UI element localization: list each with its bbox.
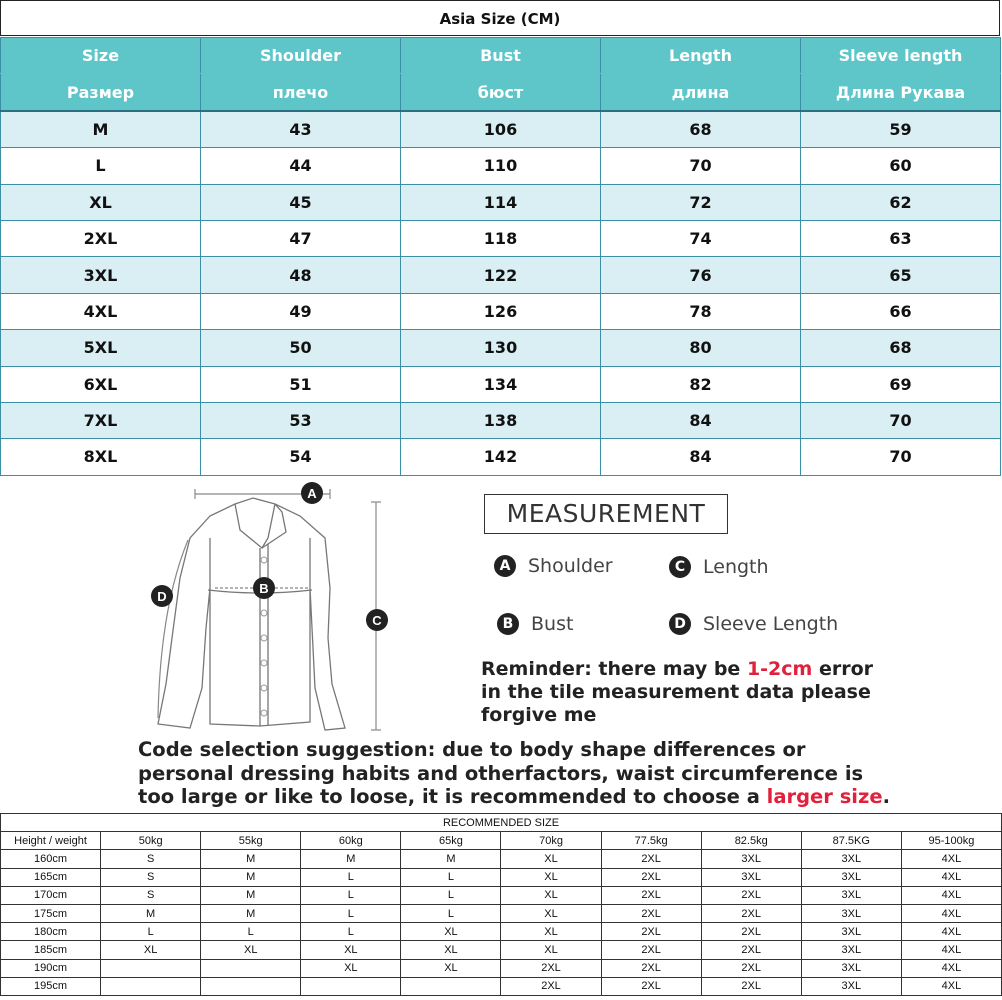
size-cell: 78 [601,293,801,329]
size-cell: 7XL [1,402,201,438]
size-cell: Size [1,38,201,74]
recommended-cell: 70kg [501,832,601,850]
legend-badge-c: C [669,556,691,578]
recommended-cell [101,977,201,995]
recommended-row [1,959,1002,977]
size-cell: 80 [601,330,801,366]
size-cell: 3XL [1,257,201,293]
recommended-cell: L [201,923,301,941]
legend-label-length: Length [703,556,769,578]
size-cell: 70 [801,402,1001,438]
recommended-cell: 3XL [801,904,901,922]
legend-label-bust: Bust [531,613,574,635]
legend-shoulder [494,555,613,577]
recommended-cell: XL [501,941,601,959]
recommended-cell: 2XL [601,941,701,959]
recommended-cell: 60kg [301,832,401,850]
recommended-cell: M [201,886,301,904]
size-row [1,257,1001,293]
legend-length [669,556,769,578]
legend-sleeve-length [669,613,838,635]
recommended-row [1,850,1002,868]
recommended-row [1,923,1002,941]
recommended-cell: L [401,868,501,886]
size-cell: 84 [601,402,801,438]
recommended-cell [201,959,301,977]
size-cell: 114 [401,184,601,220]
size-cell: 138 [401,402,601,438]
size-cell: 45 [201,184,401,220]
size-suggestion-text: Code selection suggestion: due to body shape differences or personal dressing habits and otherfactors, waist circumference is too large or like to loose, it is recommended to choose a larger size. [138,738,890,808]
reminder-highlight: 1-2cm [746,658,813,680]
recommended-cell: 160cm [1,850,101,868]
recommended-cell: L [401,886,501,904]
recommended-cell: 50kg [101,832,201,850]
recommended-cell: 2XL [501,977,601,995]
size-cell: 76 [601,257,801,293]
recommended-cell: M [401,850,501,868]
size-cell: Shoulder [201,38,401,74]
recommended-cell: 4XL [901,977,1001,995]
size-cell: 4XL [1,293,201,329]
reminder-text: Reminder: there may be 1-2cm error in the tile measurement data please forgive me [481,658,873,726]
shirt-collar [235,504,275,548]
recommended-cell: L [301,923,401,941]
size-cell: 63 [801,220,1001,256]
size-cell: 82 [601,366,801,402]
size-row [1,111,1001,148]
legend-label-sleeve-length: Sleeve Length [703,613,839,635]
recommended-cell: 2XL [501,959,601,977]
recommended-cell: 82.5kg [701,832,801,850]
recommended-cell: 3XL [801,868,901,886]
size-cell: 122 [401,257,601,293]
size-cell: 49 [201,293,401,329]
recommended-row [1,977,1002,995]
recommended-cell: XL [401,959,501,977]
size-cell: 8XL [1,439,201,475]
recommended-cell: 4XL [901,886,1001,904]
size-cell: 65 [801,257,1001,293]
recommended-row [1,904,1002,922]
recommended-cell: 2XL [601,977,701,995]
recommended-row [1,868,1002,886]
size-header-ru [1,74,1001,111]
size-row [1,184,1001,220]
size-cell: L [1,148,201,184]
recommended-cell: 4XL [901,904,1001,922]
recommended-row [1,941,1002,959]
size-cell: 130 [401,330,601,366]
recommended-cell: 190cm [1,959,101,977]
recommended-cell: 87.5KG [801,832,901,850]
recommended-cell: 77.5kg [601,832,701,850]
recommended-cell: 2XL [701,959,801,977]
recommended-row [1,886,1002,904]
size-cell: 74 [601,220,801,256]
size-cell: 44 [201,148,401,184]
recommended-cell: XL [301,941,401,959]
recommended-cell [201,977,301,995]
recommended-cell: 3XL [801,941,901,959]
size-cell: 118 [401,220,601,256]
recommended-cell: 2XL [601,886,701,904]
recommended-cell: M [301,850,401,868]
legend-badge-b: B [497,613,519,635]
recommended-cell: XL [201,941,301,959]
size-cell: длина [601,74,801,111]
recommended-cell: XL [501,850,601,868]
recommended-cell: 4XL [901,923,1001,941]
recommended-cell: XL [401,941,501,959]
recommended-cell: 185cm [1,941,101,959]
recommended-cell: L [401,904,501,922]
recommended-cell: L [301,904,401,922]
size-cell: 142 [401,439,601,475]
recommended-cell: 2XL [601,959,701,977]
size-cell: 48 [201,257,401,293]
size-cell: 53 [201,402,401,438]
size-cell: 68 [801,330,1001,366]
size-cell: Bust [401,38,601,74]
size-cell: 68 [601,111,801,148]
recommended-cell: Height / weight [1,832,101,850]
size-cell: 47 [201,220,401,256]
size-row [1,439,1001,475]
recommended-title: RECOMMENDED SIZE [1,814,1002,832]
size-cell: 70 [601,148,801,184]
recommended-cell: S [101,850,201,868]
size-row [1,148,1001,184]
size-cell: 84 [601,439,801,475]
marker-b: B [259,581,269,596]
recommended-cell: 2XL [701,886,801,904]
recommended-cell: 4XL [901,868,1001,886]
recommended-cell: 3XL [801,850,901,868]
recommended-cell: XL [501,886,601,904]
size-chart-title: Asia Size (CM) [0,0,1000,36]
recommended-cell [101,959,201,977]
recommended-cell: 180cm [1,923,101,941]
size-cell: бюст [401,74,601,111]
legend-bust [497,613,573,635]
size-cell: Length [601,38,801,74]
measurement-title: MEASUREMENT [484,494,728,534]
recommended-cell: 2XL [601,923,701,941]
recommended-cell: 170cm [1,886,101,904]
recommended-cell: M [101,904,201,922]
recommended-cell: L [101,923,201,941]
size-cell: Размер [1,74,201,111]
recommended-cell: XL [301,959,401,977]
recommended-cell: 2XL [701,923,801,941]
recommended-cell: XL [501,904,601,922]
recommended-cell: XL [501,868,601,886]
recommended-cell: S [101,868,201,886]
size-chart-table [0,37,1001,476]
size-cell: 51 [201,366,401,402]
size-cell: 66 [801,293,1001,329]
shirt-measurement-diagram [140,478,400,736]
recommended-cell: 3XL [801,923,901,941]
size-cell: 62 [801,184,1001,220]
size-cell: 126 [401,293,601,329]
marker-c: C [372,613,382,628]
size-row [1,366,1001,402]
size-cell: 5XL [1,330,201,366]
recommended-cell: 3XL [801,959,901,977]
recommended-cell: 195cm [1,977,101,995]
recommended-cell: 3XL [801,886,901,904]
recommended-cell: S [101,886,201,904]
recommended-cell: 3XL [701,850,801,868]
recommended-cell: XL [401,923,501,941]
recommended-cell: XL [501,923,601,941]
size-cell: 2XL [1,220,201,256]
recommended-cell: 2XL [601,904,701,922]
size-cell: 69 [801,366,1001,402]
recommended-cell: 95-100kg [901,832,1001,850]
size-cell: 6XL [1,366,201,402]
recommended-cell: 175cm [1,904,101,922]
size-cell: 54 [201,439,401,475]
recommended-cell: 2XL [701,904,801,922]
recommended-cell: M [201,904,301,922]
size-cell: 60 [801,148,1001,184]
size-row [1,220,1001,256]
suggestion-highlight: larger size [766,785,883,808]
size-cell: 70 [801,439,1001,475]
size-row [1,330,1001,366]
recommended-cell: 55kg [201,832,301,850]
size-row [1,402,1001,438]
size-cell: 134 [401,366,601,402]
size-cell: 106 [401,111,601,148]
recommended-cell: L [301,868,401,886]
size-row [1,293,1001,329]
recommended-cell: 4XL [901,941,1001,959]
legend-badge-a: A [494,555,516,577]
recommended-cell: 2XL [601,850,701,868]
size-cell: 59 [801,111,1001,148]
recommended-cell [301,977,401,995]
size-cell: 110 [401,148,601,184]
size-cell: 43 [201,111,401,148]
recommended-cell: 65kg [401,832,501,850]
size-cell: 72 [601,184,801,220]
legend-badge-d: D [669,613,691,635]
recommended-cell: M [201,868,301,886]
recommended-cell [401,977,501,995]
recommended-cell: 4XL [901,959,1001,977]
size-cell: 50 [201,330,401,366]
recommended-cell: 2XL [601,868,701,886]
size-cell: плечо [201,74,401,111]
recommended-cell: 165cm [1,868,101,886]
recommended-cell: L [301,886,401,904]
size-cell: XL [1,184,201,220]
size-cell: M [1,111,201,148]
recommended-cell: XL [101,941,201,959]
recommended-cell: M [201,850,301,868]
recommended-size-table [0,813,1002,996]
recommended-cell: 4XL [901,850,1001,868]
legend-label-shoulder: Shoulder [528,555,613,577]
marker-d: D [157,589,167,604]
size-cell: Длина Рукава [801,74,1001,111]
size-header-en [1,38,1001,74]
shirt-outline [158,498,345,730]
recommended-cell: 3XL [801,977,901,995]
marker-a: A [307,486,317,501]
size-cell: Sleeve length [801,38,1001,74]
recommended-cell: 2XL [701,941,801,959]
recommended-cell: 3XL [701,868,801,886]
recommended-header [1,832,1002,850]
recommended-cell: 2XL [701,977,801,995]
